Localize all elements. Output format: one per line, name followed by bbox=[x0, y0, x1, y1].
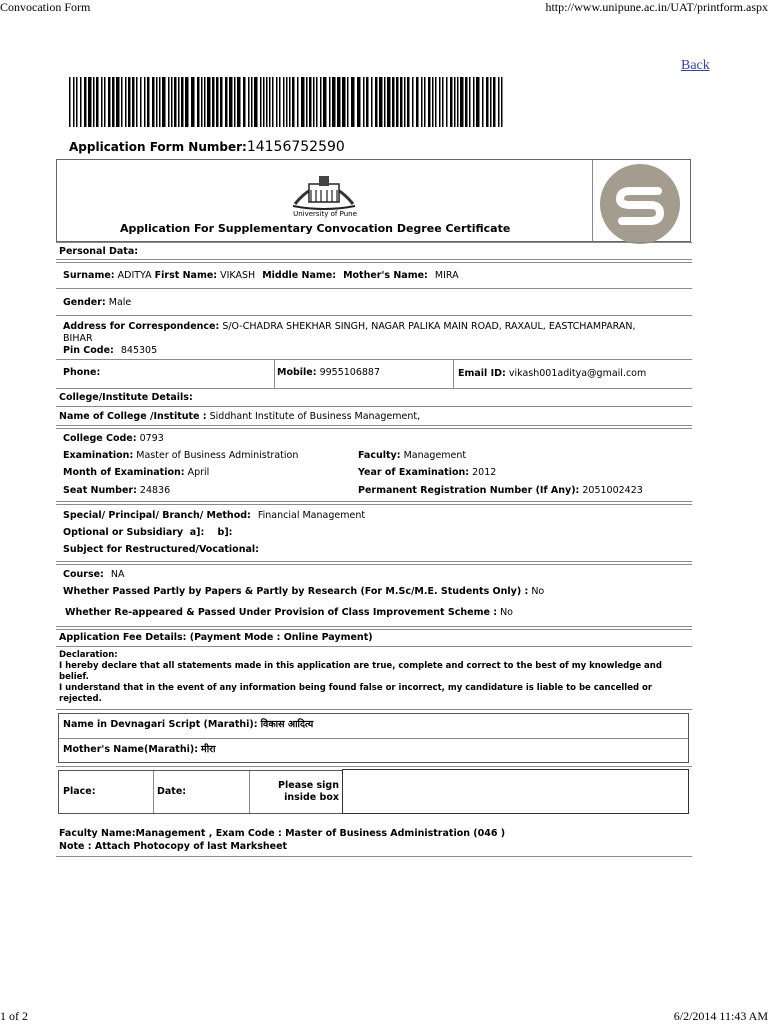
barcode-bar bbox=[171, 77, 173, 127]
course-row bbox=[63, 569, 124, 581]
barcode-bar bbox=[412, 77, 414, 127]
barcode-bar bbox=[88, 77, 92, 127]
divider bbox=[153, 771, 154, 813]
rule bbox=[56, 504, 692, 505]
rule bbox=[56, 564, 692, 565]
research-row bbox=[63, 586, 544, 598]
gender-label: Gender: bbox=[63, 297, 106, 308]
barcode-bar bbox=[490, 77, 492, 127]
barcode-bar bbox=[191, 77, 195, 127]
barcode-bar bbox=[363, 77, 365, 127]
barcode-bar bbox=[384, 77, 386, 127]
optional-label: Optional or Subsidiary a]: b]: bbox=[63, 527, 233, 538]
barcode-bar bbox=[473, 77, 475, 127]
barcode-bar bbox=[181, 77, 184, 127]
college-code-row bbox=[63, 433, 164, 445]
college-code-label: College Code: bbox=[63, 433, 137, 444]
address-line2: BIHAR bbox=[63, 333, 93, 344]
faculty-row bbox=[358, 450, 466, 462]
declaration-line2: belief. bbox=[59, 672, 89, 682]
barcode-bar bbox=[69, 77, 71, 127]
month-value: April bbox=[187, 467, 210, 478]
form-heading: Application For Supplementary Convocation Degree Certificate bbox=[120, 222, 511, 235]
barcode-bar bbox=[159, 77, 161, 127]
barcode-bar bbox=[266, 77, 268, 127]
section-personal: Personal Data: bbox=[59, 246, 139, 257]
barcode-bar bbox=[212, 77, 215, 127]
university-emblem-icon bbox=[289, 166, 359, 212]
sign-line2: inside box bbox=[284, 792, 339, 803]
email-label: Email ID: bbox=[458, 368, 506, 379]
rule bbox=[56, 626, 692, 627]
barcode-bar bbox=[424, 77, 426, 127]
rule bbox=[56, 629, 692, 630]
marathi-mother-value: मीरा bbox=[201, 744, 216, 755]
barcode-bar bbox=[216, 77, 219, 127]
barcode-bar bbox=[396, 77, 399, 127]
barcode-bar bbox=[421, 77, 423, 127]
barcode-bar bbox=[323, 77, 327, 127]
rule bbox=[56, 262, 692, 263]
year-row bbox=[358, 467, 496, 479]
exam-value: Master of Business Administration bbox=[136, 450, 299, 461]
seat-label: Seat Number: bbox=[63, 485, 137, 496]
university-name: University of Pune bbox=[293, 210, 357, 218]
rule bbox=[56, 406, 692, 407]
barcode-bar bbox=[297, 77, 299, 127]
barcode-bar bbox=[263, 77, 265, 127]
research-label: Whether Passed Partly by Papers & Partly by Research (For M.Sc/M.E. Students Only) : bbox=[63, 586, 529, 597]
college-name-row bbox=[59, 411, 420, 423]
phone-label: Phone: bbox=[63, 367, 101, 378]
declaration-line1: I hereby declare that all statements made in this application are true, complete and correct to the best of my knowledge and bbox=[59, 661, 662, 671]
barcode-bar bbox=[292, 77, 295, 127]
reappeared-row bbox=[65, 607, 513, 619]
barcode-bar bbox=[174, 77, 177, 127]
sign-line1: Please sign bbox=[278, 780, 339, 791]
month-label: Month of Examination: bbox=[63, 467, 185, 478]
rule bbox=[56, 856, 692, 857]
barcode-bar bbox=[439, 77, 441, 127]
surname-label: Surname: bbox=[63, 270, 115, 281]
barcode-bar bbox=[93, 77, 95, 127]
barcode-bar bbox=[269, 77, 271, 127]
exam-row bbox=[63, 450, 298, 462]
barcode-bar bbox=[156, 77, 158, 127]
rule bbox=[56, 425, 692, 426]
rule bbox=[59, 738, 688, 739]
barcode-bar bbox=[178, 77, 180, 127]
barcode-bar bbox=[237, 77, 241, 127]
barcode-bar bbox=[220, 77, 223, 127]
barcode-bar bbox=[125, 77, 127, 127]
barcode-bar bbox=[375, 77, 378, 127]
barcode-bar bbox=[152, 77, 155, 127]
declaration bbox=[59, 650, 662, 705]
seat-row bbox=[63, 485, 170, 497]
seat-value: 24836 bbox=[139, 485, 171, 496]
mobile-label: Mobile: bbox=[277, 367, 317, 378]
barcode-bar bbox=[435, 77, 437, 127]
special-row bbox=[63, 510, 365, 522]
form-number bbox=[69, 136, 345, 155]
barcode-bar bbox=[501, 77, 503, 127]
barcode-bar bbox=[460, 77, 464, 127]
declaration-title: Declaration: bbox=[59, 650, 118, 660]
barcode-bar bbox=[121, 77, 123, 127]
barcode-bar bbox=[371, 77, 373, 127]
signature-box[interactable] bbox=[342, 769, 689, 814]
s-logo-icon bbox=[600, 164, 680, 244]
barcode-bar bbox=[243, 77, 246, 127]
prn-value: 2051002423 bbox=[582, 485, 643, 496]
college-code-value: 0793 bbox=[139, 433, 164, 444]
page-title: Convocation Form bbox=[0, 0, 91, 14]
barcode-bar bbox=[260, 77, 262, 127]
marathi-mother-label: Mother's Name(Marathi): bbox=[63, 744, 198, 755]
barcode-bar bbox=[185, 77, 189, 127]
barcode-bar bbox=[342, 77, 346, 127]
barcode-bar bbox=[454, 77, 456, 127]
barcode-bar bbox=[428, 77, 431, 127]
barcode-bar bbox=[80, 77, 82, 127]
barcode-icon bbox=[69, 77, 505, 127]
barcode-bar bbox=[306, 77, 308, 127]
address-row bbox=[63, 321, 636, 333]
barcode-bar bbox=[387, 77, 391, 127]
address-line1: S/O-CHADRA SHEKHAR SINGH, NAGAR PALIKA MAIN ROAD, RAXAUL, EASTCHAMPARAN, bbox=[222, 321, 636, 332]
year-label: Year of Examination: bbox=[358, 467, 470, 478]
barcode-bar bbox=[498, 77, 500, 127]
barcode-bar bbox=[140, 77, 142, 127]
barcode-bar bbox=[366, 77, 369, 127]
barcode-bar bbox=[320, 77, 322, 127]
barcode-bar bbox=[457, 77, 459, 127]
barcode-bar bbox=[251, 77, 253, 127]
college-name-label: Name of College /Institute : bbox=[59, 411, 207, 422]
barcode-bar bbox=[272, 77, 274, 127]
barcode-bar bbox=[234, 77, 236, 127]
barcode-bar bbox=[101, 77, 103, 127]
page-count: 1 of 2 bbox=[0, 1009, 28, 1023]
marathi-mother-row bbox=[63, 744, 216, 756]
rule bbox=[56, 259, 692, 260]
rule bbox=[56, 288, 692, 289]
rule bbox=[56, 709, 692, 710]
email-row bbox=[458, 368, 646, 380]
barcode-bar bbox=[332, 77, 336, 127]
faculty-label: Faculty: bbox=[358, 450, 401, 461]
divider bbox=[274, 360, 275, 388]
barcode-bar bbox=[168, 77, 170, 127]
barcode-bar bbox=[128, 77, 131, 127]
date-label: Date: bbox=[157, 786, 187, 797]
barcode-bar bbox=[197, 77, 200, 127]
barcode-bar bbox=[486, 77, 489, 127]
barcode-bar bbox=[347, 77, 349, 127]
barcode-bar bbox=[469, 77, 471, 127]
barcode-bar bbox=[276, 77, 278, 127]
barcode-bar bbox=[225, 77, 228, 127]
barcode-bar bbox=[147, 77, 150, 127]
month-row bbox=[63, 467, 209, 479]
special-value: Financial Management bbox=[257, 510, 366, 521]
rule bbox=[56, 766, 692, 767]
header-divider bbox=[592, 160, 593, 241]
declaration-line3: I understand that in the event of any information being found false or incorrect, my candidature is liable to be cancelled or bbox=[59, 683, 653, 693]
prn-row bbox=[358, 485, 643, 497]
reappeared-value: No bbox=[500, 607, 513, 618]
barcode-bar bbox=[229, 77, 233, 127]
form-number-value: 14156752590 bbox=[246, 139, 345, 155]
rule bbox=[56, 428, 692, 429]
barcode-bar bbox=[493, 77, 496, 127]
barcode-bar bbox=[329, 77, 331, 127]
special-label: Special/ Principal/ Branch/ Method: bbox=[63, 510, 251, 521]
barcode-bar bbox=[309, 77, 312, 127]
barcode-bar bbox=[73, 77, 75, 127]
barcode-bar bbox=[132, 77, 135, 127]
barcode-bar bbox=[357, 77, 361, 127]
pin-row bbox=[63, 345, 157, 357]
barcode-bar bbox=[204, 77, 206, 127]
barcode-bar bbox=[286, 77, 288, 127]
fee-details: Application Fee Details: (Payment Mode : Online Payment) bbox=[59, 632, 373, 643]
footer-note: Note : Attach Photocopy of last Marksheet bbox=[59, 841, 288, 852]
barcode-bar bbox=[76, 77, 78, 127]
back-link[interactable]: Back bbox=[681, 58, 710, 73]
barcode-bar bbox=[207, 77, 211, 127]
barcode-bar bbox=[301, 77, 305, 127]
middle-name-label: Middle Name: bbox=[262, 270, 337, 281]
reappeared-label: Whether Re-appeared & Passed Under Provision of Class Improvement Scheme : bbox=[65, 607, 498, 618]
rule bbox=[56, 501, 692, 502]
rule bbox=[56, 242, 692, 243]
name-row bbox=[63, 270, 459, 282]
college-name-value: Siddhant Institute of Business Management, bbox=[209, 411, 421, 422]
place-label: Place: bbox=[63, 786, 96, 797]
rule bbox=[56, 315, 692, 316]
mother-label: Mother's Name: bbox=[343, 270, 428, 281]
barcode-bar bbox=[84, 77, 87, 127]
course-label: Course: bbox=[63, 569, 104, 580]
barcode-bar bbox=[379, 77, 383, 127]
course-value: NA bbox=[110, 569, 125, 580]
gender-row bbox=[63, 297, 131, 309]
barcode-bar bbox=[400, 77, 403, 127]
barcode-bar bbox=[136, 77, 138, 127]
barcode-bar bbox=[104, 77, 106, 127]
barcode-bar bbox=[316, 77, 318, 127]
barcode-bar bbox=[162, 77, 166, 127]
rule bbox=[56, 561, 692, 562]
barcode-bar bbox=[482, 77, 484, 127]
first-name-value: VIKASH bbox=[220, 270, 256, 281]
barcode-bar bbox=[416, 77, 419, 127]
mobile-value: 9955106887 bbox=[319, 367, 381, 378]
marathi-name-label: Name in Devnagari Script (Marathi): bbox=[63, 719, 258, 730]
barcode-bar bbox=[446, 77, 448, 127]
address-label: Address for Correspondence: bbox=[63, 321, 220, 332]
marathi-name-row bbox=[63, 719, 313, 731]
mobile-row bbox=[277, 367, 380, 379]
print-datetime: 6/2/2014 11:43 AM bbox=[673, 1009, 768, 1023]
barcode-bar bbox=[289, 77, 291, 127]
barcode-bar bbox=[144, 77, 146, 127]
barcode-bar bbox=[337, 77, 341, 127]
subject-label: Subject for Restructured/Vocational: bbox=[63, 544, 259, 555]
email-value: vikash001aditya@gmail.com bbox=[508, 368, 647, 379]
barcode-bar bbox=[201, 77, 203, 127]
barcode-bar bbox=[254, 77, 258, 127]
pin-value: 845305 bbox=[120, 345, 158, 356]
section-college: College/Institute Details: bbox=[59, 392, 193, 403]
footer-faculty: Faculty Name:Management , Exam Code : Master of Business Administration (046 ) bbox=[59, 828, 506, 839]
surname-value: ADITYA bbox=[117, 270, 152, 281]
page-url: http://www.unipune.ac.in/UAT/printform.aspx bbox=[545, 0, 768, 14]
rule bbox=[56, 646, 692, 647]
pin-label: Pin Code: bbox=[63, 345, 114, 356]
barcode-bar bbox=[465, 77, 468, 127]
exam-label: Examination: bbox=[63, 450, 134, 461]
prn-label: Permanent Registration Number (If Any): bbox=[358, 485, 580, 496]
barcode-bar bbox=[108, 77, 111, 127]
barcode-bar bbox=[392, 77, 395, 127]
barcode-bar bbox=[407, 77, 410, 127]
divider bbox=[249, 771, 250, 813]
barcode-bar bbox=[476, 77, 480, 127]
barcode-bar bbox=[116, 77, 120, 127]
form-number-label: Application Form Number: bbox=[69, 140, 247, 154]
faculty-value: Management bbox=[403, 450, 467, 461]
divider bbox=[453, 360, 454, 388]
mother-value: MIRA bbox=[434, 270, 459, 281]
sign-instruction bbox=[252, 780, 339, 804]
rule bbox=[56, 359, 692, 360]
barcode-bar bbox=[112, 77, 115, 127]
barcode-bar bbox=[283, 77, 285, 127]
barcode-bar bbox=[351, 77, 355, 127]
barcode-bar bbox=[404, 77, 406, 127]
barcode-bar bbox=[442, 77, 444, 127]
year-value: 2012 bbox=[472, 467, 497, 478]
gender-value: Male bbox=[108, 297, 132, 308]
first-name-label: First Name: bbox=[154, 270, 218, 281]
barcode-bar bbox=[96, 77, 99, 127]
barcode-bar bbox=[432, 77, 434, 127]
declaration-line4: rejected. bbox=[59, 694, 102, 704]
marathi-name-value: विकास आदित्य bbox=[260, 719, 314, 730]
barcode-bar bbox=[248, 77, 250, 127]
research-value: No bbox=[531, 586, 545, 597]
barcode-bar bbox=[450, 77, 453, 127]
barcode-bar bbox=[279, 77, 281, 127]
barcode-bar bbox=[313, 77, 315, 127]
rule bbox=[56, 388, 692, 389]
